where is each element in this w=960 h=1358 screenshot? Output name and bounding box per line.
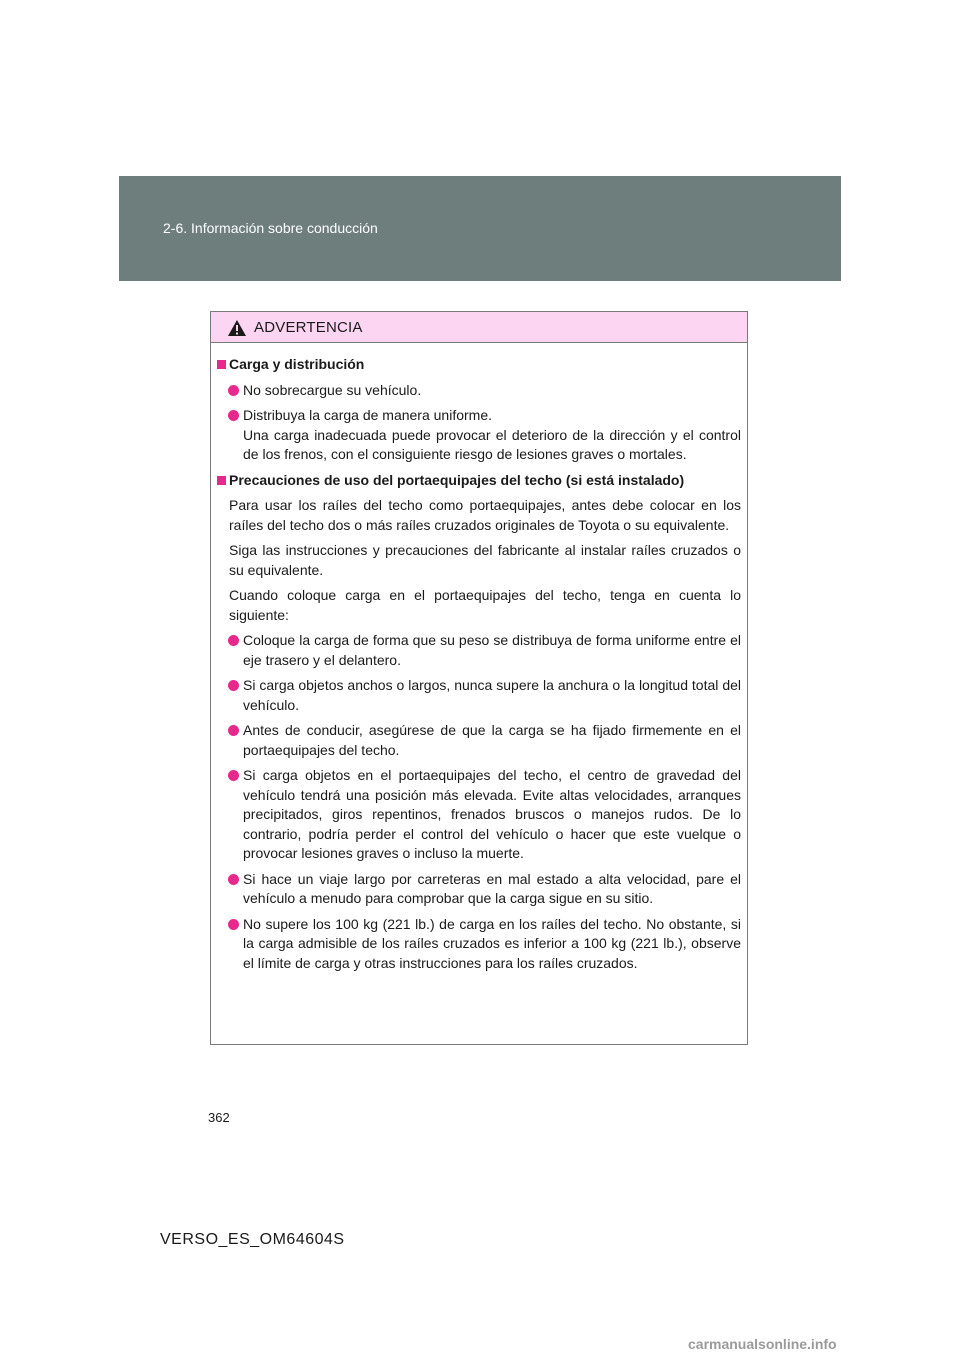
round-bullet-icon [228,410,239,421]
warning-section [217,471,741,974]
list-item [217,766,741,864]
section-heading-text: Carga y distribución [229,356,365,372]
round-bullet-icon [228,680,239,691]
list-item [217,915,741,974]
paragraph: Cuando coloque carga en el portaequipajes del techo, tenga en cuenta lo siguiente: [229,587,741,623]
round-bullet-icon [228,725,239,736]
warning-header [211,312,747,343]
paragraph: Siga las instrucciones y precauciones del fabricante al instalar raíles cruzados o su equivalente. [229,542,741,578]
section-title: 2-6. Información sobre conducción [163,220,378,236]
round-bullet-icon [228,635,239,646]
list-item [217,870,741,909]
list-item [217,631,741,670]
list-item-text: Si carga objetos anchos o largos, nunca supere la anchura o la longitud total del vehículo. [243,677,741,713]
square-bullet-icon [217,360,226,369]
round-bullet-icon [228,874,239,885]
section-heading [217,355,741,375]
list-item [217,381,741,401]
document-code: VERSO_ES_OM64604S [160,1231,345,1248]
list-item-text: Si hace un viaje largo por carreteras en mal estado a alta velocidad, pare el vehículo a menudo para comprobar que la carga sigue en su sitio. [243,870,741,906]
round-bullet-icon [228,770,239,781]
list-item [217,721,741,760]
warning-label: ADVERTENCIA [254,318,363,336]
warning-triangle-icon [227,319,247,337]
round-bullet-icon [228,385,239,396]
square-bullet-icon [217,476,226,485]
round-bullet-icon [228,919,239,930]
section-heading-text: Precauciones de uso del portaequipajes del techo (si está instalado) [229,471,685,488]
list-item-text: No supere los 100 kg (221 lb.) de carga en los raíles del techo. No obstante, si la carga admisible de los raíles cruzados es inferior a 100 kg (221 lb.), observe el límite de carga y otras instrucciones para los raíles cruzados. [243,915,741,971]
watermark: carmanualsonline.info [688,1336,837,1352]
warning-box [210,311,748,1045]
list-item-text: Si carga objetos en el portaequipajes del techo, el centro de gravedad del vehículo tendrá una posición más elevada. Evite altas velocidades, arranques precipitados, giros repentinos, frenados bruscos o manejos rudos. De lo contrario, podría perder el control del vehículo o hacer que este vuelque o provocar lesiones graves o incluso la muerte. [243,767,741,861]
list-item [217,676,741,715]
list-item-text: No sobrecargue su vehículo. [243,381,422,398]
warning-section [217,355,741,465]
list-item-text: Antes de conducir, asegúrese de que la carga se ha fijado firmemente en el portaequipajes del techo. [243,722,741,758]
section-heading [217,471,741,491]
list-item-text: Distribuya la carga de manera uniforme. Una carga inadecuada puede provocar el deterioro de la dirección y el control de los frenos, con el consiguiente riesgo de lesiones graves o mortales. [243,407,741,462]
page-number: 362 [208,1110,230,1125]
paragraph: Para usar los raíles del techo como portaequipajes, antes debe colocar en los raíles del techo dos o más raíles cruzados originales de Toyota o su equivalente. [229,497,741,533]
header-band [119,176,841,281]
warning-content [211,343,747,973]
list-item [217,406,741,465]
list-item-text: Coloque la carga de forma que su peso se distribuya de forma uniforme entre el eje trasero y el delantero. [243,632,741,668]
